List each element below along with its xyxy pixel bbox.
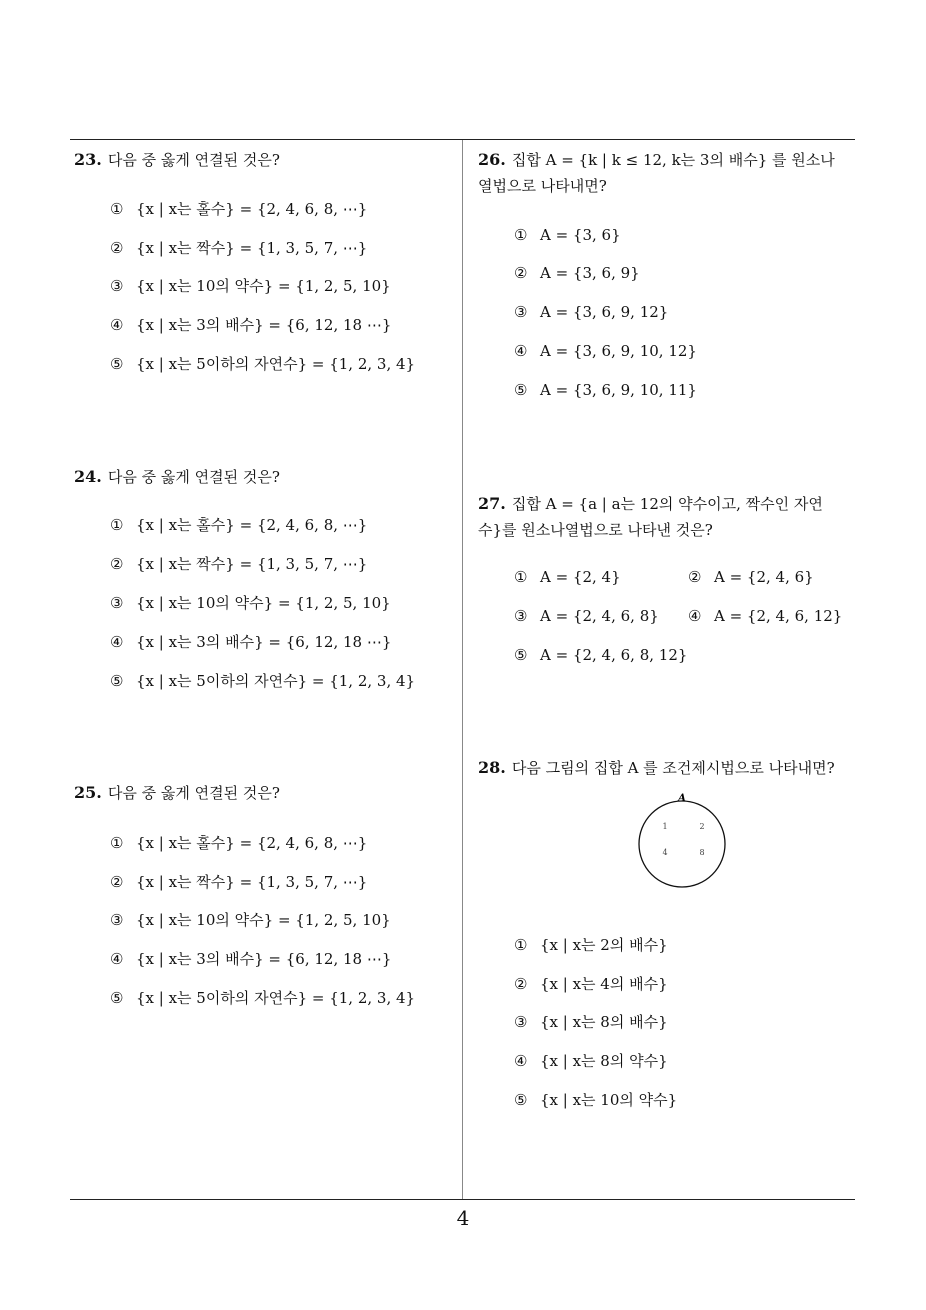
q27-option-3[interactable]: ③ A = {2, 4, 6, 8} <box>514 607 659 625</box>
q23-option-3[interactable]: ③ {x | x는 10의 약수} = {1, 2, 5, 10} <box>110 277 391 295</box>
q26-option-3[interactable]: ③ A = {3, 6, 9, 12} <box>514 303 669 321</box>
element-1: 1 <box>662 822 668 831</box>
set-diagram <box>634 792 734 892</box>
q26-option-2[interactable]: ② A = {3, 6, 9} <box>514 264 640 282</box>
question-28 <box>478 755 835 781</box>
q27-option-2[interactable]: ② A = {2, 4, 6} <box>688 568 814 586</box>
set-circle <box>639 801 725 887</box>
question-text: 다음 그림의 집합 A 를 조건제시법으로 나타내면? <box>511 759 835 777</box>
bottom-rule <box>70 1199 855 1200</box>
q25-option-2[interactable]: ② {x | x는 짝수} = {1, 3, 5, 7, ⋯} <box>110 873 368 891</box>
column-divider <box>462 140 463 1200</box>
question-number: 27. <box>478 494 506 513</box>
q23-option-4[interactable]: ④ {x | x는 3의 배수} = {6, 12, 18 ⋯} <box>110 316 392 334</box>
q25-option-5[interactable]: ⑤ {x | x는 5이하의 자연수} = {1, 2, 3, 4} <box>110 989 416 1007</box>
question-number: 25. <box>74 783 102 802</box>
question-number: 23. <box>74 150 102 169</box>
question-text: 다음 중 옳게 연결된 것은? <box>107 468 280 486</box>
q25-option-3[interactable]: ③ {x | x는 10의 약수} = {1, 2, 5, 10} <box>110 911 391 929</box>
question-23 <box>74 147 280 173</box>
q27-option-5[interactable]: ⑤ A = {2, 4, 6, 8, 12} <box>514 646 688 664</box>
question-text: 집합 A = {a | a는 12의 약수이고, 짝수인 자연수}를 원소나열법으로 나타낸 것은? <box>478 495 823 539</box>
set-label: A <box>678 793 686 804</box>
q26-option-5[interactable]: ⑤ A = {3, 6, 9, 10, 11} <box>514 381 697 399</box>
page-number: 4 <box>456 1206 470 1230</box>
q28-option-5[interactable]: ⑤ {x | x는 10의 약수} <box>514 1091 678 1109</box>
q23-option-1[interactable]: ① {x | x는 홀수} = {2, 4, 6, 8, ⋯} <box>110 200 368 218</box>
q23-option-5[interactable]: ⑤ {x | x는 5이하의 자연수} = {1, 2, 3, 4} <box>110 355 416 373</box>
question-27 <box>478 491 838 543</box>
question-24 <box>74 464 280 490</box>
question-25 <box>74 780 280 806</box>
q24-option-3[interactable]: ③ {x | x는 10의 약수} = {1, 2, 5, 10} <box>110 594 391 612</box>
q28-option-4[interactable]: ④ {x | x는 8의 약수} <box>514 1052 668 1070</box>
question-number: 28. <box>478 758 506 777</box>
q24-option-2[interactable]: ② {x | x는 짝수} = {1, 3, 5, 7, ⋯} <box>110 555 368 573</box>
element-8: 8 <box>699 848 705 857</box>
q24-option-4[interactable]: ④ {x | x는 3의 배수} = {6, 12, 18 ⋯} <box>110 633 392 651</box>
q25-option-4[interactable]: ④ {x | x는 3의 배수} = {6, 12, 18 ⋯} <box>110 950 392 968</box>
q28-option-2[interactable]: ② {x | x는 4의 배수} <box>514 975 668 993</box>
q28-option-3[interactable]: ③ {x | x는 8의 배수} <box>514 1013 668 1031</box>
q27-option-4[interactable]: ④ A = {2, 4, 6, 12} <box>688 607 843 625</box>
venn-svg <box>634 792 734 892</box>
q23-option-2[interactable]: ② {x | x는 짝수} = {1, 3, 5, 7, ⋯} <box>110 239 368 257</box>
question-number: 24. <box>74 467 102 486</box>
question-text: 집합 A = {k | k ≤ 12, k는 3의 배수} 를 원소나열법으로 나타내면? <box>478 151 835 195</box>
q27-option-1[interactable]: ① A = {2, 4} <box>514 568 621 586</box>
q26-option-1[interactable]: ① A = {3, 6} <box>514 226 621 244</box>
element-4: 4 <box>662 848 668 857</box>
question-text: 다음 중 옳게 연결된 것은? <box>107 784 280 802</box>
q28-option-1[interactable]: ① {x | x는 2의 배수} <box>514 936 668 954</box>
element-2: 2 <box>699 822 705 831</box>
q24-option-5[interactable]: ⑤ {x | x는 5이하의 자연수} = {1, 2, 3, 4} <box>110 672 416 690</box>
q26-option-4[interactable]: ④ A = {3, 6, 9, 10, 12} <box>514 342 697 360</box>
question-text: 다음 중 옳게 연결된 것은? <box>107 151 280 169</box>
q24-option-1[interactable]: ① {x | x는 홀수} = {2, 4, 6, 8, ⋯} <box>110 516 368 534</box>
question-26 <box>478 147 838 199</box>
q25-option-1[interactable]: ① {x | x는 홀수} = {2, 4, 6, 8, ⋯} <box>110 834 368 852</box>
question-number: 26. <box>478 150 506 169</box>
